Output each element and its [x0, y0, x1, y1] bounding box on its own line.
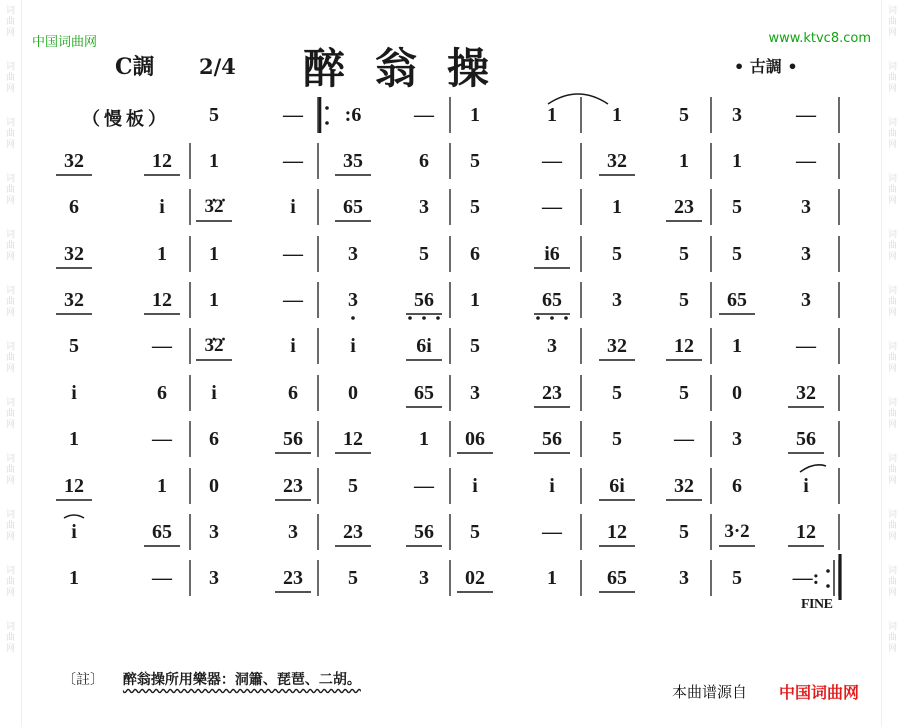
score-note: 1	[732, 150, 742, 172]
score-note: 3	[801, 289, 811, 311]
watermark-glyph: 词	[5, 622, 15, 632]
watermark-glyph: 曲	[5, 17, 15, 27]
score-note: —:	[792, 567, 820, 589]
score-note: —	[796, 335, 816, 357]
score-note: 3̇2̇	[204, 196, 224, 217]
watermark-glyph: 词	[5, 174, 15, 184]
watermark-glyph: 曲	[887, 633, 897, 643]
score-note: 12	[674, 335, 694, 357]
score-note: 02	[465, 567, 485, 589]
watermark-glyph: 网	[887, 532, 897, 542]
score-note: 56	[283, 428, 303, 450]
watermark-glyph: 曲	[887, 577, 897, 587]
score-note: 5	[679, 243, 689, 265]
score-note: 32	[607, 335, 627, 357]
watermark-glyph: 曲	[887, 17, 897, 27]
score-note: 1	[69, 567, 79, 589]
watermark-glyph: 词	[887, 566, 897, 576]
score-note: 5	[612, 243, 622, 265]
score-note: —	[152, 335, 172, 357]
octave-dot	[436, 316, 440, 320]
watermark-glyph: 曲	[5, 409, 15, 419]
watermark-site-name: 中国词曲网	[32, 35, 98, 50]
score-note: 32	[674, 475, 694, 497]
watermark-glyph: 网	[5, 308, 15, 318]
score-note: 5	[470, 196, 480, 218]
watermark-glyph: 网	[887, 28, 897, 38]
score-note: 23	[283, 475, 303, 497]
score-note: 5	[679, 289, 689, 311]
watermark-glyph: 网	[5, 532, 15, 542]
score-note: 32	[64, 150, 84, 172]
watermark-glyph: 词	[887, 286, 897, 296]
score-note: —	[283, 243, 303, 265]
score-note: 0	[209, 475, 219, 497]
score-note: 1	[547, 567, 557, 589]
score-note: 6	[209, 428, 219, 450]
score-note: —	[542, 196, 562, 218]
score-note: 3	[288, 521, 298, 543]
score-note: 32	[607, 150, 627, 172]
score-note: 65	[343, 196, 363, 218]
score-note: 32	[64, 243, 84, 265]
score-note: i	[803, 475, 809, 497]
footnote-tag: 〔註〕	[62, 672, 104, 688]
score-note: i	[290, 196, 296, 218]
watermark-glyph: 曲	[887, 465, 897, 475]
score-note: i	[71, 521, 77, 543]
score-note: 65	[542, 289, 562, 311]
score-note: i	[71, 382, 77, 404]
source-brand: 中国词曲网	[779, 683, 860, 702]
score-note: i	[211, 382, 217, 404]
watermark-glyph: 曲	[887, 353, 897, 363]
score-note: 23	[343, 521, 363, 543]
watermark-glyph: 网	[887, 644, 897, 654]
watermark-glyph: 曲	[5, 185, 15, 195]
score-note: 3	[470, 382, 480, 404]
score-note: i	[472, 475, 478, 497]
score-note: 12	[64, 475, 84, 497]
watermark-glyph: 网	[887, 140, 897, 150]
score-note: 3	[348, 289, 358, 311]
score-note: 12	[607, 521, 627, 543]
watermark-glyph: 曲	[887, 241, 897, 251]
score-note: 56	[414, 521, 434, 543]
watermark-glyph: 网	[5, 364, 15, 374]
score-note: 12	[152, 150, 172, 172]
score-note: i	[290, 335, 296, 357]
score-note: 12	[152, 289, 172, 311]
score-note: 6	[732, 475, 742, 497]
score-note: 5	[612, 428, 622, 450]
watermark-glyph: 曲	[887, 409, 897, 419]
score-note: i	[159, 196, 165, 218]
score-note: i	[549, 475, 555, 497]
score-note: 1	[732, 335, 742, 357]
watermark-glyph: 词	[887, 398, 897, 408]
score-note: 23	[542, 382, 562, 404]
watermark-glyph: 词	[5, 398, 15, 408]
score-note: 65	[414, 382, 434, 404]
fine-marking: FINE	[801, 597, 833, 612]
score-note: 6	[419, 150, 429, 172]
octave-dot	[351, 316, 355, 320]
watermark-glyph: 网	[5, 196, 15, 206]
score-note: —	[542, 521, 562, 543]
score-note: 5	[679, 104, 689, 126]
watermark-glyph: 曲	[5, 353, 15, 363]
watermark-glyph: 网	[887, 308, 897, 318]
watermark-url: www.ktvc8.com	[768, 31, 871, 46]
score-note: 6i	[609, 475, 625, 497]
watermark-glyph: 网	[5, 588, 15, 598]
watermark-glyph: 曲	[5, 521, 15, 531]
watermark-glyph: 曲	[887, 521, 897, 531]
score-note: 5	[679, 382, 689, 404]
score-note: 5	[732, 567, 742, 589]
score-note: 1	[470, 289, 480, 311]
score-note: 3·2	[724, 521, 750, 542]
score-note: 5	[470, 521, 480, 543]
score-note: 5	[679, 521, 689, 543]
watermark-glyph: 词	[5, 118, 15, 128]
watermark-glyph: 网	[887, 420, 897, 430]
watermark-glyph: 网	[5, 84, 15, 94]
score-note: 5	[69, 335, 79, 357]
score-note: i6	[544, 243, 560, 265]
watermark-glyph: 曲	[5, 633, 15, 643]
page-title: 醉翁操	[303, 44, 520, 93]
watermark-glyph: 网	[887, 588, 897, 598]
octave-dot	[536, 316, 540, 320]
score-note: 23	[283, 567, 303, 589]
score-note: 5	[732, 196, 742, 218]
watermark-glyph: 网	[5, 420, 15, 430]
score-note: 6	[288, 382, 298, 404]
watermark-glyph: 网	[5, 644, 15, 654]
watermark-glyph: 网	[5, 252, 15, 262]
score-note: —	[542, 150, 562, 172]
watermark-glyph: 网	[887, 196, 897, 206]
score-note: 1	[157, 475, 167, 497]
score-note: 1	[209, 289, 219, 311]
watermark-glyph: 词	[5, 230, 15, 240]
watermark-glyph: 词	[887, 230, 897, 240]
key-signature: C調	[115, 54, 155, 80]
score-note: 1	[209, 150, 219, 172]
watermark-glyph: 网	[887, 252, 897, 262]
score-note: —	[152, 567, 172, 589]
score-note: 1	[157, 243, 167, 265]
score-note: 56	[542, 428, 562, 450]
watermark-glyph: 网	[5, 476, 15, 486]
score-note: 65	[607, 567, 627, 589]
footnote-text: 醉翁操所用樂器：洞簫、琵琶、二胡。	[122, 672, 361, 688]
score-note: 6	[157, 382, 167, 404]
watermark-glyph: 词	[887, 174, 897, 184]
score-note: 5	[348, 475, 358, 497]
score-note: 6i	[416, 335, 432, 357]
watermark-glyph: 网	[5, 140, 15, 150]
score-note: 5	[732, 243, 742, 265]
score-note: —	[796, 104, 816, 126]
score-note: —	[414, 104, 434, 126]
watermark-glyph: 词	[5, 6, 15, 16]
score-note: i	[350, 335, 356, 357]
watermark-glyph: 词	[887, 454, 897, 464]
score-note: 23	[674, 196, 694, 218]
watermark-glyph: 曲	[887, 129, 897, 139]
watermark-glyph: 曲	[887, 185, 897, 195]
score-note: 3	[801, 243, 811, 265]
score-note: —	[283, 150, 303, 172]
watermark-glyph: 词	[5, 286, 15, 296]
watermark-glyph: 词	[887, 62, 897, 72]
score-note: 56	[414, 289, 434, 311]
score-note: 3	[801, 196, 811, 218]
score-note: 3̇2̇	[204, 335, 224, 356]
score-note: 5	[612, 382, 622, 404]
style-label: • 古調 •	[734, 57, 798, 76]
watermark-glyph: 词	[5, 62, 15, 72]
octave-dot	[408, 316, 412, 320]
tempo-marking: （慢板）	[82, 109, 170, 130]
watermark-glyph: 词	[887, 622, 897, 632]
watermark-glyph: 曲	[5, 241, 15, 251]
ornament-mark	[64, 515, 84, 518]
score-note: 1	[209, 243, 219, 265]
score-note: 65	[727, 289, 747, 311]
watermark-glyph: 词	[5, 510, 15, 520]
score-note: :6	[344, 104, 362, 126]
score-note: 1	[419, 428, 429, 450]
watermark-glyph: 曲	[5, 129, 15, 139]
score-note: 3	[348, 243, 358, 265]
watermark-glyph: 词	[887, 118, 897, 128]
score-note: 3	[612, 289, 622, 311]
score-note: 3	[209, 567, 219, 589]
watermark-glyph: 曲	[5, 577, 15, 587]
score-note: —	[283, 104, 303, 126]
score-note: 3	[209, 521, 219, 543]
time-signature: 2/4	[199, 54, 236, 79]
watermark-glyph: 曲	[5, 297, 15, 307]
watermark-glyph: 网	[887, 364, 897, 374]
score-note: 1	[612, 196, 622, 218]
watermark-glyph: 词	[5, 454, 15, 464]
footnote	[62, 669, 361, 689]
watermark-glyph: 词	[887, 510, 897, 520]
octave-dot	[550, 316, 554, 320]
octave-dot	[564, 316, 568, 320]
watermark-glyph: 词	[887, 342, 897, 352]
score-note: 5	[348, 567, 358, 589]
ornament-mark	[800, 465, 826, 472]
score-note: 6	[470, 243, 480, 265]
score-note: 5	[419, 243, 429, 265]
score-note: 1	[679, 150, 689, 172]
watermark-glyph: 曲	[5, 73, 15, 83]
score-note: 12	[343, 428, 363, 450]
score-note: —	[283, 289, 303, 311]
score-note: 0	[732, 382, 742, 404]
score-note: 3	[547, 335, 557, 357]
watermark-glyph: 曲	[887, 297, 897, 307]
score-note: 1	[470, 104, 480, 126]
score-note: —	[152, 428, 172, 450]
score-note: 6	[69, 196, 79, 218]
watermark-glyph: 网	[887, 476, 897, 486]
watermark-glyph: 曲	[887, 73, 897, 83]
score-note: —	[414, 475, 434, 497]
score-note: 3	[732, 104, 742, 126]
score-note: 3	[732, 428, 742, 450]
score-note: 5	[470, 150, 480, 172]
watermark-glyph: 词	[5, 566, 15, 576]
score-note: 06	[465, 428, 485, 450]
score-note: 1	[547, 104, 557, 126]
score-note: 12	[796, 521, 816, 543]
score-note: 32	[796, 382, 816, 404]
watermark-glyph: 网	[5, 28, 15, 38]
source-label: 本曲谱源自	[672, 683, 748, 701]
score-note: 3	[419, 196, 429, 218]
score-note: 5	[209, 104, 219, 126]
watermark-glyph: 词	[5, 342, 15, 352]
octave-dot	[422, 316, 426, 320]
watermark-glyph: 曲	[5, 465, 15, 475]
score-note: —	[674, 428, 694, 450]
score-note: 32	[64, 289, 84, 311]
score-note: 5	[470, 335, 480, 357]
score-note: 65	[152, 521, 172, 543]
score-note: 0	[348, 382, 358, 404]
score-note: —	[796, 150, 816, 172]
score-note: 3	[419, 567, 429, 589]
score-note: 56	[796, 428, 816, 450]
score-note: 1	[612, 104, 622, 126]
watermark-glyph: 词	[887, 6, 897, 16]
score-note: 3	[679, 567, 689, 589]
score-note: 1	[69, 428, 79, 450]
score-note: 35	[343, 150, 363, 172]
watermark-glyph: 网	[887, 84, 897, 94]
